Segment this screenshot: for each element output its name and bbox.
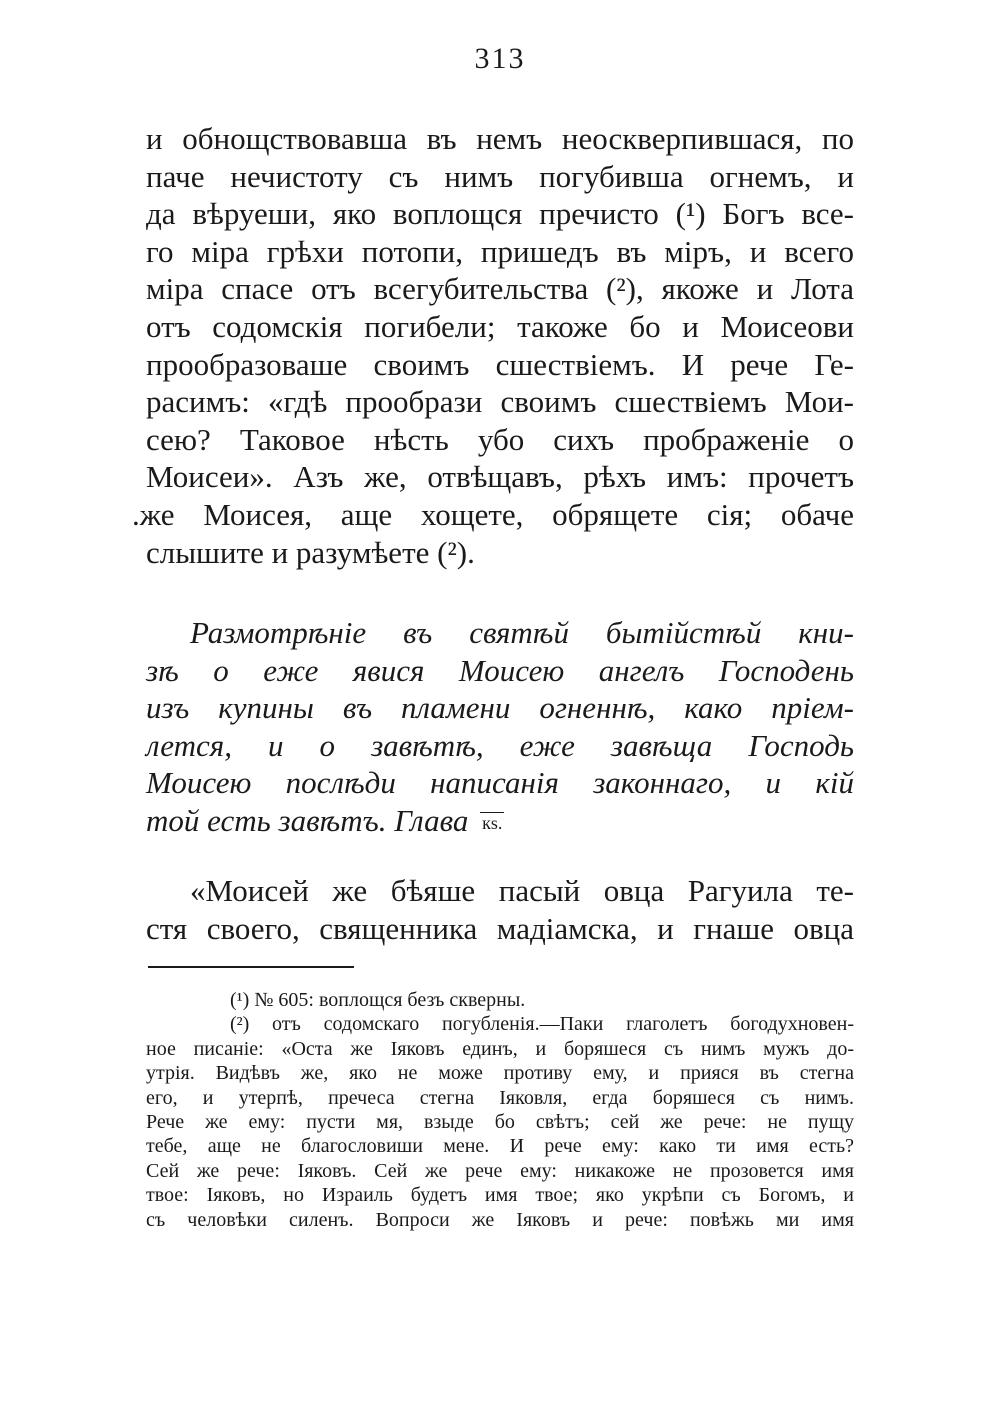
- footnote-2-line: его, и утерпѣ, пречеса стегна Іяковля, егда боряшеся съ нимъ.: [146, 1086, 854, 1109]
- footnote-divider: [148, 966, 354, 968]
- chapter-heading: [146, 614, 854, 840]
- footnote-2-line: твое: Іяковъ, но Израиль будетъ имя твое; яко укрѣпи съ Богомъ, и: [146, 1184, 854, 1207]
- heading-line: Размотрѣніе въ святѣй бытійстѣй кни-: [190, 615, 854, 650]
- text-line: стя своего, священника мадіамска, и гнаше овца: [146, 910, 854, 946]
- footnote-2-line: утрія. Видѣвъ же, яко не може противу ему, и прияся въ стегна: [146, 1062, 854, 1085]
- heading-line: Моисею послѣди написанія законнаго, и кій: [146, 765, 854, 801]
- text-line: сею? Таковое нѣсть убо сихъ прображеніе о: [146, 421, 854, 457]
- text-line: прообразоваше своимъ сшествіемъ. И рече Ге-: [146, 346, 854, 382]
- footnote-1: (¹) № 605: воплощся безъ скверны.: [230, 989, 526, 1011]
- footnote-2-line: (²) отъ содомскаго погубленія.—Паки глаголетъ богодухновен-: [230, 1013, 854, 1036]
- footnote-2-line: съ человѣки силенъ. Вопроси же Іяковъ и рече: повѣжь ми имя: [146, 1208, 854, 1231]
- text-line: слышите и разумѣете (²).: [146, 534, 475, 570]
- heading-line: лется, и о завѣтѣ, еже завѣща Господь: [146, 727, 854, 763]
- footnote-2-line: Рече же ему: пусти мя, взыде бо свѣтъ; сей же рече: не пущу: [146, 1110, 854, 1133]
- footnote-2-line: Сей же рече: Іяковъ. Сей же рече ему: никакоже не прозовется имя: [146, 1159, 854, 1182]
- text-line: .же Моисея, аще хощете, обрящете сія; обаче: [132, 496, 854, 532]
- text-line: «Моисей же бѣяше пасый овца Рагуила те-: [190, 873, 854, 908]
- heading-line: изъ купины въ пламени огненнѣ, како пріем-: [146, 690, 854, 726]
- text-line: да вѣруеши, яко воплощся пречисто (¹) Богъ все-: [146, 196, 854, 232]
- footnote-2-line: ное писаніе: «Оста же Іяковъ единъ, и боряшеся съ нимъ мужъ до-: [146, 1037, 854, 1060]
- heading-line-text: той есть завѣтъ. Глава: [146, 802, 469, 838]
- footnote-2-line: тебе, аще не благословиши мене. И рече ему: како ти имя есть?: [146, 1135, 854, 1158]
- main-text-block: [132, 120, 854, 571]
- text-line: паче нечистоту съ нимъ погубивша огнемъ, и: [146, 158, 854, 194]
- text-line: отъ содомскія погибели; такоже бо и Моисеови: [146, 308, 854, 344]
- text-line: міра спасе отъ всегубительства (²), якоже и Лота: [146, 271, 854, 307]
- page-number: 313: [474, 42, 526, 75]
- heading-line-last: [146, 802, 854, 840]
- footnotes-block: [146, 988, 854, 1232]
- text-line: расимъ: «гдѣ прообрази своимъ сшествіемъ Мои-: [146, 384, 854, 420]
- chapter-number: кѕ.: [482, 812, 503, 833]
- text-line: Моисеи». Азъ же, отвѣщавъ, рѣхъ имъ: прочетъ: [146, 459, 854, 495]
- continued-text-block: [146, 872, 854, 947]
- heading-line: зѣ о еже явися Моисею ангелъ Господень: [146, 652, 854, 688]
- text-line: го міра грѣхи потопи, пришедъ въ міръ, и всего: [146, 233, 854, 269]
- text-line: и обнощствовавша въ немъ неоскверпившася, по: [146, 121, 854, 156]
